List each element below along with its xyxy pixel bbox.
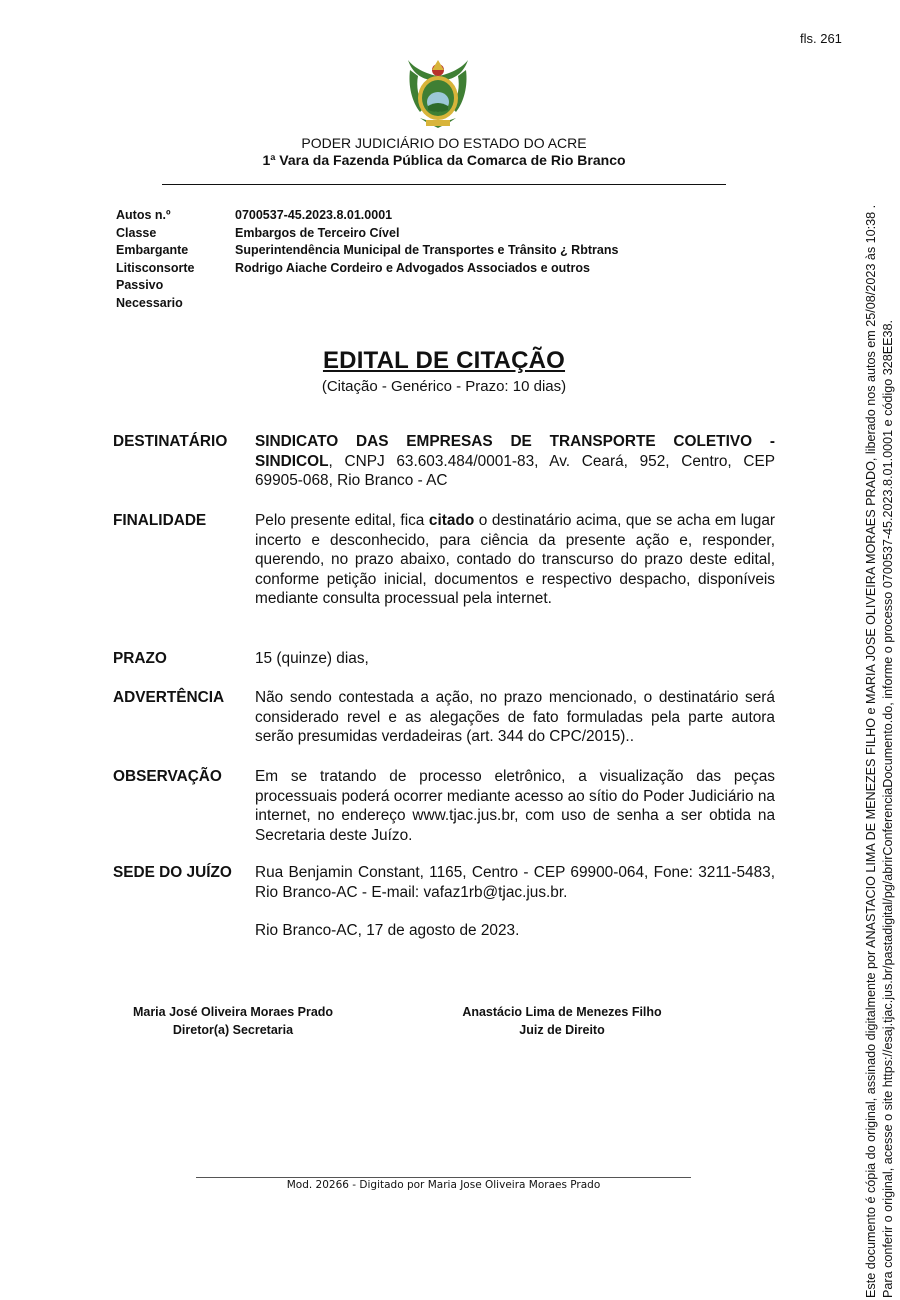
signature-secretary xyxy=(112,1003,354,1039)
finalidade-text xyxy=(255,511,775,609)
finalidade-label: FINALIDADE xyxy=(113,512,207,529)
sede-label: SEDE DO JUÍZO xyxy=(113,864,232,881)
finalidade-text-after: o destinatário acima, que se acha em lugar incerto e desconhecido, para ciência da presente ação e, responder, querendo, no prazo abaixo, contado do transcurso do prazo deste edital, conforme petição inicial, documentos e respectivo despacho, disponíveis mediante consulta processual pela internet. xyxy=(255,512,776,607)
case-number-label: Autos n.º xyxy=(116,208,171,222)
destinatario-label: DESTINATÁRIO xyxy=(113,433,228,450)
signature-judge-name: Anastácio Lima de Menezes Filho xyxy=(462,1005,662,1019)
case-info xyxy=(116,207,695,312)
header-divider xyxy=(162,184,726,185)
litisconsorte-row xyxy=(116,260,695,313)
advertencia-label: ADVERTÊNCIA xyxy=(113,689,225,706)
embargante-label: Embargante xyxy=(116,243,189,257)
signature-secretary-role: Diretor(a) Secretaria xyxy=(172,1023,294,1037)
advertencia-text: Não sendo contestada a ação, no prazo mencionado, o destinatário será considerado revel e as alegações de fato formuladas pela parte autora serão presumidas verdadeiras (art. 344 do CPC/2015).. xyxy=(255,689,775,745)
side-note-line2: Para conferir o original, acesse o site https://esaj.tjac.jus.br/pastadigital/pg/abrirConferenciaDocumento.do, informe o processo 0700537-45.2023.8.01.0001 e código 328EE38. xyxy=(881,319,895,1298)
side-verification-note xyxy=(863,68,897,1298)
date-place: Rio Branco-AC, 17 de agosto de 2023. xyxy=(255,922,520,939)
page-number: fls. 261 xyxy=(800,31,842,46)
case-number-value: 0700537-45.2023.8.01.0001 xyxy=(235,208,393,222)
institution-name: PODER JUDICIÁRIO DO ESTADO DO ACRE xyxy=(301,135,587,151)
signature-judge-role: Juiz de Direito xyxy=(519,1023,605,1037)
case-number-row xyxy=(116,207,695,225)
footer-divider xyxy=(196,1177,691,1178)
destinatario-name: SINDICATO DAS EMPRESAS DE TRANSPORTE COLETIVO - SINDICOL xyxy=(255,433,775,470)
court-name: 1ª Vara da Fazenda Pública da Comarca de Rio Branco xyxy=(262,152,626,168)
document-title: EDITAL DE CITAÇÃO xyxy=(322,347,566,374)
embargante-value: Superintendência Municipal de Transportes e Trânsito ¿ Rbtrans xyxy=(235,243,619,257)
finalidade-text-bold: citado xyxy=(428,512,475,529)
finalidade-text-before: Pelo presente edital, fica xyxy=(255,512,429,529)
case-class-label: Classe xyxy=(116,225,157,240)
document-subtitle: (Citação - Genérico - Prazo: 10 dias) xyxy=(321,378,567,395)
observacao-label: OBSERVAÇÃO xyxy=(113,768,222,785)
prazo-text: 15 (quinze) dias, xyxy=(255,650,369,667)
sede-text: Rua Benjamin Constant, 1165, Centro - CEP 69900-064, Fone: 3211-5483, Rio Branco-AC - E-mail: vafaz1rb@tjac.jus.br. xyxy=(255,864,775,901)
litisconsorte-label: Litisconsorte Passivo Necessario xyxy=(116,260,195,310)
prazo-label: PRAZO xyxy=(113,650,167,667)
embargante-row xyxy=(116,242,695,260)
footer-text: Mod. 20266 - Digitado por Maria Jose Oliveira Moraes Prado xyxy=(286,1179,601,1191)
litisconsorte-value: Rodrigo Aiache Cordeiro e Advogados Associados e outros xyxy=(235,260,590,275)
observacao-text: Em se tratando de processo eletrônico, a visualização das peças processuais poderá ocorrer mediante acesso ao sítio do Poder Judiciário na internet, no endereço www.tjac.jus.br, com uso de senha a ser obtida na Secretaria deste Juízo. xyxy=(255,768,775,844)
destinatario-details: , CNPJ 63.603.484/0001-83, Av. Ceará, 952, Centro, CEP 69905-068, Rio Branco - AC xyxy=(255,452,775,489)
case-class-value: Embargos de Terceiro Cível xyxy=(235,225,400,240)
side-note-line1: Este documento é cópia do original, assinado digitalmente por ANASTACIO LIMA DE MENEZES FILHO e MARIA JOSE OLIVEIRA MORAES PRADO, liberado nos autos em 25/08/2023 às 10:38 . xyxy=(864,204,878,1298)
coat-of-arms-icon xyxy=(404,56,472,132)
signature-secretary-name: Maria José Oliveira Moraes Prado xyxy=(132,1005,334,1019)
case-class-row xyxy=(116,225,695,243)
destinatario-text xyxy=(255,432,775,491)
signature-judge xyxy=(442,1003,682,1039)
